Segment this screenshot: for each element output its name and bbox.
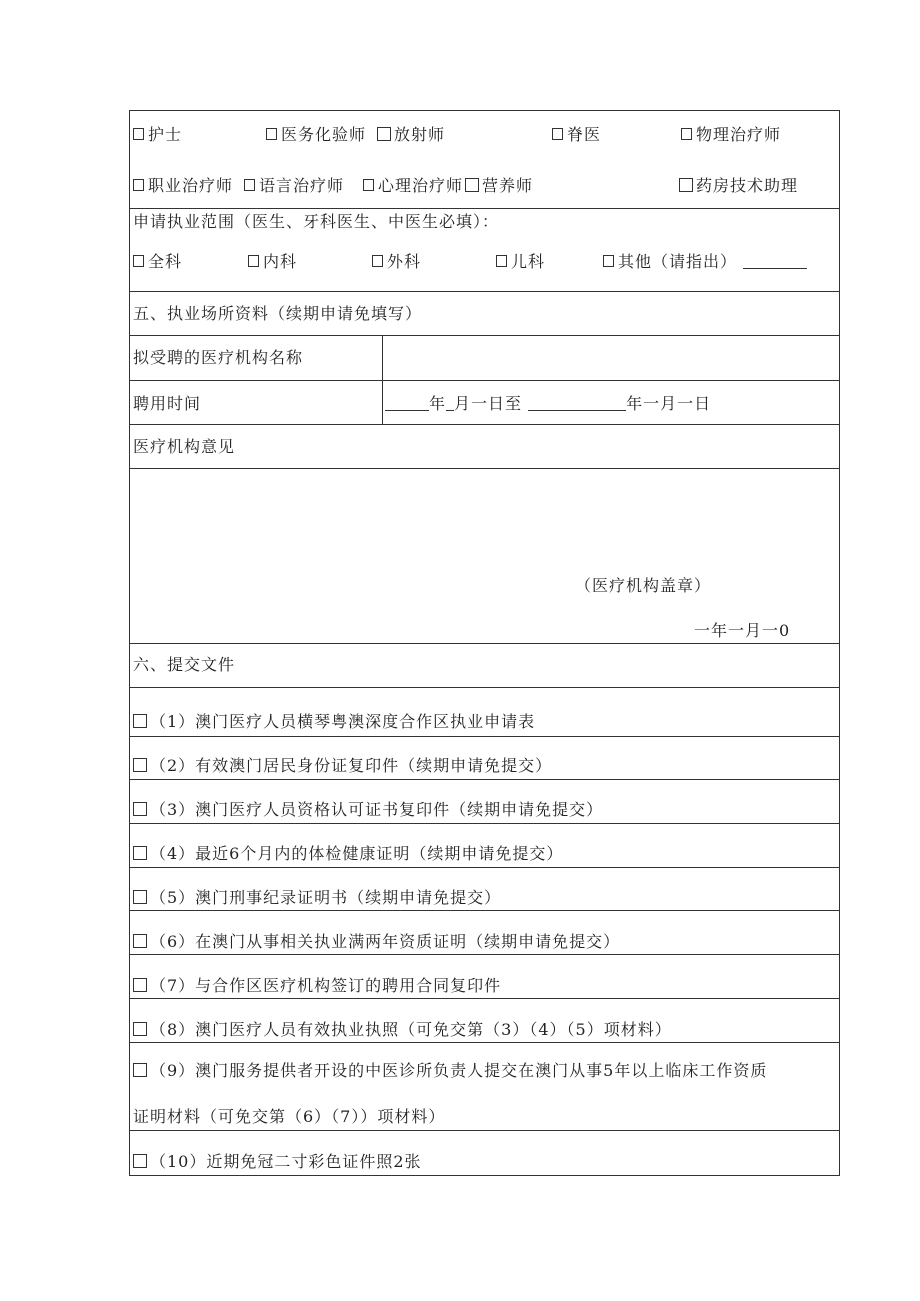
- checkbox-icon[interactable]: [248, 255, 259, 267]
- document-item[interactable]: （1）澳门医疗人员横琴粤澳深度合作区执业申请表: [133, 712, 535, 732]
- checkbox-icon[interactable]: [133, 714, 147, 728]
- checkbox-icon[interactable]: [133, 934, 147, 948]
- section5-heading: 五、执业场所资料（续期申请免填写）: [133, 304, 423, 323]
- checkbox-option-pediatrics[interactable]: 儿科: [496, 252, 545, 272]
- divider: [129, 1042, 840, 1043]
- checkbox-icon[interactable]: [133, 758, 147, 772]
- divider: [129, 380, 840, 381]
- divider: [129, 823, 840, 824]
- document-item-continuation: 证明材料（可免交第（6）（7））项材料）: [133, 1107, 446, 1126]
- checkbox-icon[interactable]: [133, 179, 144, 191]
- checkbox-icon[interactable]: [552, 128, 563, 140]
- checkbox-icon[interactable]: [133, 1022, 147, 1036]
- divider: [129, 1130, 840, 1131]
- checkbox-icon[interactable]: [377, 127, 391, 141]
- section6-heading: 六、提交文件: [133, 655, 236, 674]
- checkbox-option-other[interactable]: 其他（请指出）: [603, 252, 807, 272]
- checkbox-icon[interactable]: [679, 178, 693, 192]
- start-year-blank[interactable]: [385, 394, 429, 411]
- checkbox-option-psychologist[interactable]: 心理治疗师: [363, 176, 463, 196]
- checkbox-icon[interactable]: [372, 255, 383, 267]
- checkbox-icon[interactable]: [133, 978, 147, 992]
- divider: [129, 910, 840, 911]
- checkbox-icon[interactable]: [133, 255, 144, 267]
- divider: [129, 291, 840, 292]
- checkbox-icon[interactable]: [465, 178, 479, 192]
- divider: [129, 736, 840, 737]
- document-item[interactable]: （6）在澳门从事相关执业满两年资质证明（续期申请免提交）: [133, 932, 620, 952]
- checkbox-option-lab-technician[interactable]: 医务化验师: [266, 125, 366, 145]
- document-item[interactable]: （3）澳门医疗人员资格认可证书复印件（续期申请免提交）: [133, 800, 603, 820]
- checkbox-icon[interactable]: [266, 128, 277, 140]
- employment-period-field[interactable]: 年 月一日至 年一月一日: [385, 394, 711, 414]
- checkbox-icon[interactable]: [603, 255, 614, 267]
- divider: [129, 998, 840, 999]
- opinion-label: 医疗机构意见: [133, 437, 236, 456]
- checkbox-icon[interactable]: [133, 1154, 147, 1168]
- divider: [129, 867, 840, 868]
- seal-text: （医疗机构盖章）: [575, 576, 712, 595]
- checkbox-icon[interactable]: [363, 179, 374, 191]
- checkbox-icon[interactable]: [133, 802, 147, 816]
- checkbox-option-radiographer[interactable]: 放射师: [377, 125, 445, 145]
- divider: [129, 208, 840, 209]
- date-text: 一年一月一0: [694, 621, 791, 640]
- divider: [129, 687, 840, 688]
- checkbox-icon[interactable]: [133, 1063, 147, 1077]
- start-month-blank[interactable]: [446, 394, 454, 411]
- document-item[interactable]: （10）近期免冠二寸彩色证件照2张: [133, 1152, 422, 1172]
- document-item[interactable]: （4）最近6个月内的体检健康证明（续期申请免提交）: [133, 844, 563, 864]
- divider: [129, 954, 840, 955]
- document-item[interactable]: （8）澳门医疗人员有效执业执照（可免交第（3）（4）（5）项材料）: [133, 1020, 672, 1040]
- checkbox-option-dietitian[interactable]: 营养师: [465, 176, 533, 196]
- table-top-border: [129, 110, 840, 111]
- checkbox-icon[interactable]: [133, 890, 147, 904]
- checkbox-icon[interactable]: [244, 179, 255, 191]
- scope-heading: 申请执业范围（医生、牙科医生、中医生必填）：: [133, 212, 500, 231]
- institution-label: 拟受聘的医疗机构名称: [133, 348, 304, 367]
- divider: [129, 779, 840, 780]
- checkbox-option-speech-therapist[interactable]: 语言治疗师: [244, 176, 344, 196]
- end-year-blank[interactable]: [528, 394, 626, 411]
- checkbox-icon[interactable]: [496, 255, 507, 267]
- checkbox-option-pharmacy-assistant[interactable]: 药房技术助理: [679, 176, 798, 196]
- checkbox-option-general[interactable]: 全科: [133, 252, 182, 272]
- checkbox-option-nurse[interactable]: 护士: [133, 125, 182, 145]
- document-item[interactable]: （9）澳门服务提供者开设的中医诊所负责人提交在澳门从事5年以上临床工作资质: [133, 1061, 767, 1081]
- checkbox-option-surgery[interactable]: 外科: [372, 252, 421, 272]
- checkbox-icon[interactable]: [133, 846, 147, 860]
- document-item[interactable]: （5）澳门刑事纪录证明书（续期申请免提交）: [133, 888, 501, 908]
- checkbox-option-chiropractor[interactable]: 脊医: [552, 125, 601, 145]
- document-item[interactable]: （7）与合作区医疗机构签订的聘用合同复印件: [133, 976, 501, 996]
- other-specify-blank[interactable]: [743, 252, 807, 269]
- divider: [129, 424, 840, 425]
- checkbox-icon[interactable]: [681, 128, 692, 140]
- checkbox-option-occupational-therapist[interactable]: 职业治疗师: [133, 176, 233, 196]
- table-bottom-border: [129, 1175, 840, 1176]
- checkbox-icon[interactable]: [133, 128, 144, 140]
- divider: [129, 643, 840, 644]
- period-label: 聘用时间: [133, 394, 202, 413]
- divider: [129, 468, 840, 469]
- checkbox-option-internal[interactable]: 内科: [248, 252, 297, 272]
- divider: [129, 335, 840, 336]
- document-item[interactable]: （2）有效澳门居民身份证复印件（续期申请免提交）: [133, 756, 552, 776]
- checkbox-option-physiotherapist[interactable]: 物理治疗师: [681, 125, 781, 145]
